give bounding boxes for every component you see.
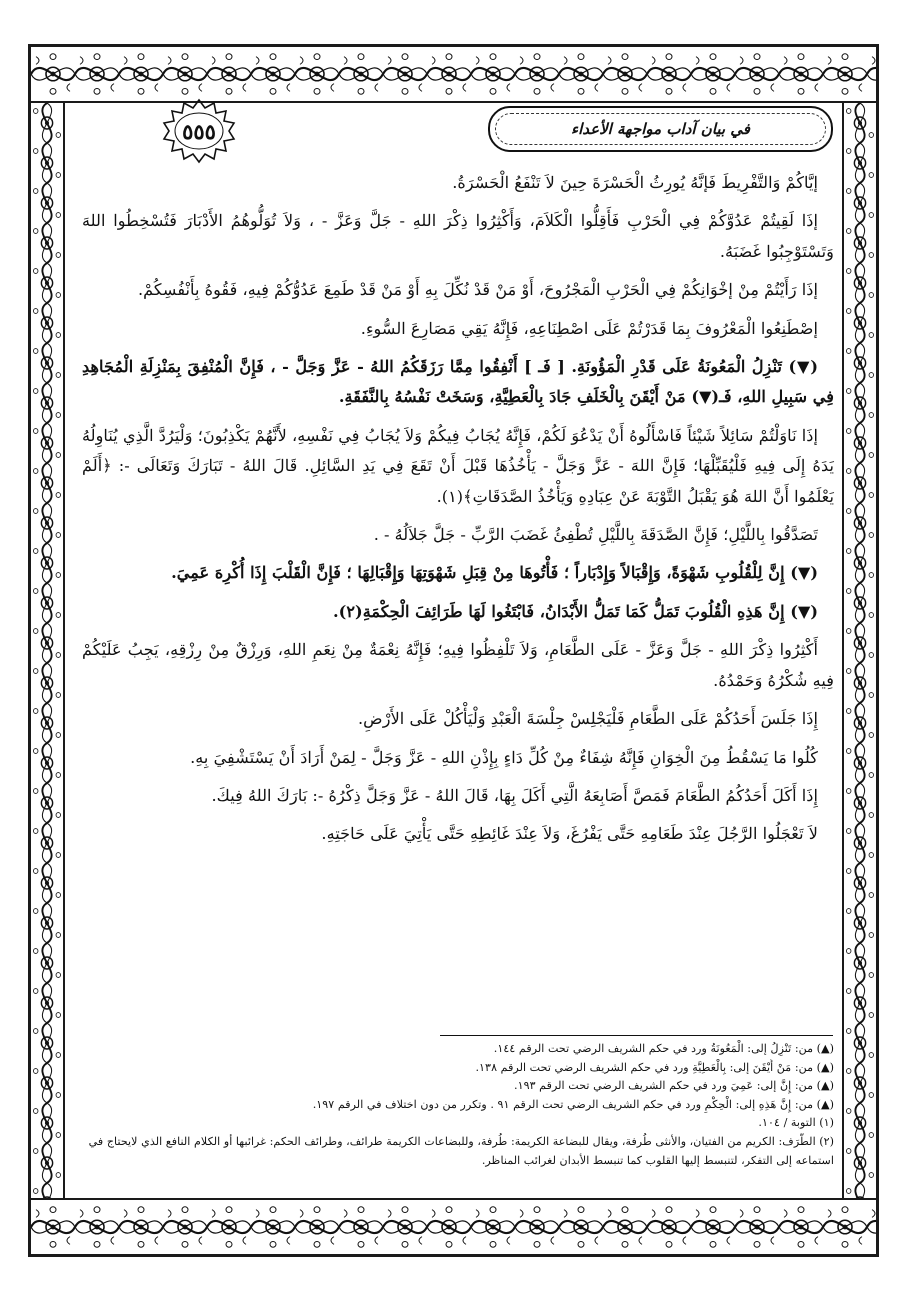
footnote: (١) التوبة / ١٠٤. bbox=[758, 1116, 834, 1130]
paragraph: أَكْثِرُوا ذِكْرَ اللهِ - جَلَّ وَعَزَّ - عَلَى الطَّعَامِ، وَلاَ تَلْفِظُوا فِيهِ؛ فَإِنَّهُ نِعْمَةٌ مِنْ نِعَمِ اللهِ، وَرِزْقٌ مِنْ رِزْقِهِ، يَجِبُ عَلَيْكُمْ فِيهِ شُكْرُهُ وَحَمْدُهُ. bbox=[82, 640, 834, 690]
ornamental-border-left bbox=[31, 103, 65, 1198]
footnote: (▲) من: مَنْ أَيْقَنَ إلى: بِالْعَطِيَّةِ ورد في حكم الشريف الرضي تحت الرقم ١٣٨. bbox=[475, 1060, 834, 1074]
paragraph: كُلُوا مَا يَسْقُطُ مِنَ الْخِوَانِ فَإِنَّهُ شِفَاءٌ مِنْ كُلِّ دَاءٍ بِإِذْنِ اللهِ - عَزَّ وَجَلَّ - لِمَنْ أَرَادَ أَنْ يَسْتَشْفِيَ بِهِ. bbox=[190, 747, 818, 767]
paragraph: لاَ تَعْجَلُوا الرَّجُلَ عِنْدَ طَعَامِهِ حَتَّى يَفْرُغَ، وَلاَ عِنْدَ غَائِطِهِ حَتَّى يَأْتِيَ عَلَى حَاجَتِهِ. bbox=[321, 824, 818, 844]
footnote-divider bbox=[440, 1035, 833, 1036]
paragraph: (▼) تَنْزِلُ الْمَعُونَةُ عَلَى قَدْرِ الْمَؤُونَةِ. [ فَـ ] أَنْفِقُوا مِمَّا رَزَقَكُمُ اللهُ - عَزَّ وَجَلَّ - ، فَإِنَّ الْمُنْفِقَ بِمَنْزِلَةِ الْمُجَاهِدِ فِي سَبِيلِ اللهِ، فَـ(▼) مَنْ أَيْقَنَ بِالْخَلَفِ جَادَ بِالْعَطِيَّةِ، وَسَخَتْ نَفْسُهُ بِالنَّفَقَةِ. bbox=[82, 357, 834, 407]
ornamental-border-top bbox=[31, 47, 876, 103]
paragraph: (▼) إِنَّ هَذِهِ الْقُلُوبَ تَمَلُّ كَمَا تَمَلُّ الأَبْدَانُ، فَابْتَغُوا لَهَا طَرَائِفَ الْحِكْمَةِ(٢). bbox=[333, 601, 818, 621]
main-text bbox=[82, 168, 834, 858]
ornamental-border-right bbox=[842, 103, 876, 1198]
paragraph: تَصَدَّقُوا بِاللَّيْلِ؛ فَإِنَّ الصَّدَقَةَ بِاللَّيْلِ تُطْفِئُ غَضَبَ الرَّبِّ - جَلَّ جَلاَلُهُ - . bbox=[373, 525, 818, 545]
paragraph: (▼) إِنَّ لِلْقُلُوبِ شَهْوَةً، وَإِقْبَالاً وَإِدْبَاراً ؛ فَأْتُوهَا مِنْ قِبَلِ شَهْوَتِهَا وَإِقْبَالِهَا ؛ فَإِنَّ الْقَلْبَ إِذَا أُكْرِهَ عَمِيَ. bbox=[171, 563, 818, 583]
paragraph: إذَا رَأَيْتُمْ مِنْ إخْوَانِكُمْ فِي الْحَرْبِ الْمَجْرُوحَ، أَوْ مَنْ قَدْ نُكِّلَ بِهِ أَوْ مَنْ قَدْ طَمِعَ عَدُوُّكُمْ فِيهِ، فَقُوهُ بِأَنْفُسِكُمْ. bbox=[138, 280, 818, 300]
footnote: (▲) من: إِنَّ إلى: عَمِيَ ورد في حكم الشريف الرضي تحت الرقم ١٩٣. bbox=[514, 1079, 834, 1093]
chapter-header-banner bbox=[488, 106, 833, 152]
paragraph: إذَا لَقِيتُمْ عَدُوَّكُمْ فِي الْحَرْبِ فَأَقِلُّوا الْكَلاَمَ، وَأَكْثِرُوا ذِكْرَ اللهِ - جَلَّ وَعَزَّ - ، وَلاَ تُوَلُّوهُمُ الأَدْبَارَ فَتُسْخِطُوا اللهَ وَتَسْتَوْجِبُوا غَضَبَهُ. bbox=[82, 211, 834, 261]
page-number: ٥٥٥ bbox=[182, 118, 216, 144]
paragraph: إِذَا أَكَلَ أَحَدُكُمُ الطَّعَامَ فَمَصَّ أَصَابِعَهُ الَّتِي أَكَلَ بِهَا، قَالَ اللهُ - عَزَّ وَجَلَّ ذِكْرُهُ -: بَارَكَ اللهُ فِيكَ. bbox=[211, 785, 818, 805]
footnote: (▲) من: تَنْزِلُ إلى: الْمَعُونَةُ ورد في حكم الشريف الرضي تحت الرقم ١٤٤. bbox=[493, 1042, 834, 1055]
footnotes bbox=[82, 1040, 834, 1170]
footnote: (▲) من: إِنَّ هَذِهِ إلى: الْحِكْمِ ورد في حكم الشريف الرضي تحت الرقم ٩١ . وتكرر من دون اختلاف في الرقم ١٩٧. bbox=[312, 1097, 834, 1111]
paragraph: إِذَا جَلَسَ أَحَدُكُمْ عَلَى الطَّعَامِ فَلْيَجْلِسْ جِلْسَةَ الْعَبْدِ وَلْيَأْكُلْ عَلَى الأَرْضِ. bbox=[358, 709, 818, 729]
paragraph: إذَا نَاوَلْتُمْ سَائِلاً شَيْئاً فَاسْأَلُوهُ أَنْ يَدْعُوَ لَكُمْ، فَإِنَّهُ يُجَابُ فِيكُمْ وَلاَ يُجَابُ فِي نَفْسِهِ، لأَنَّهُمْ يَكْذِبُونَ؛ وَلْيَرُدَّ الَّذِي يُنَاوِلُهُ يَدَهُ إِلَى فِيهِ فَلْيُقَبِّلْهَا؛ فَإِنَّ اللهَ - عَزَّ وَجَلَّ - يَأْخُذُهَا قَبْلَ أَنْ تَقَعَ فِي يَدِ السَّائِلِ. قَالَ اللهُ - تَبَارَكَ وَتَعَالَى -: ﴿أَلَمْ يَعْلَمُوا أَنَّ اللهَ هُوَ يَقْبَلُ التَّوْبَةَ عَنْ عِبَادِهِ وَيَأْخُذُ الصَّدَقَاتِ﴾(١). bbox=[82, 425, 834, 506]
chapter-title: في بيان آداب مواجهة الأعداء bbox=[571, 120, 750, 138]
footnote: (٢) الطُّرَف: الكريم من الفتيان، والأنثى طُرفة، ويقال للبضاعة الكريمة: طُرفة، وللبضاعات الكريمة طرائف، وطرائف الحكم: غرائبها أو الكلام النافع الذي لايحتاج في استماعه إلى التفكر، لتنبسط إليها القلوب كما تنبسط الأبدان لغرائب المناظر. bbox=[88, 1134, 834, 1167]
ornamental-border-bottom bbox=[31, 1198, 876, 1254]
paragraph: إيَّاكُمْ وَالتَّفْرِيطَ فَإنَّهُ يُورِثُ الْحَسْرَةَ حِينَ لاَ تَنْفَعُ الْحَسْرَةُ. bbox=[452, 173, 818, 192]
paragraph: إصْطَنِعُوا الْمَعْرُوفَ بِمَا قَدَرْتُمْ عَلَى اصْطِنَاعِهِ، فَإِنَّهُ يَقِي مَصَارِعَ السُّوءِ. bbox=[360, 318, 818, 338]
page-number-badge bbox=[158, 98, 240, 164]
